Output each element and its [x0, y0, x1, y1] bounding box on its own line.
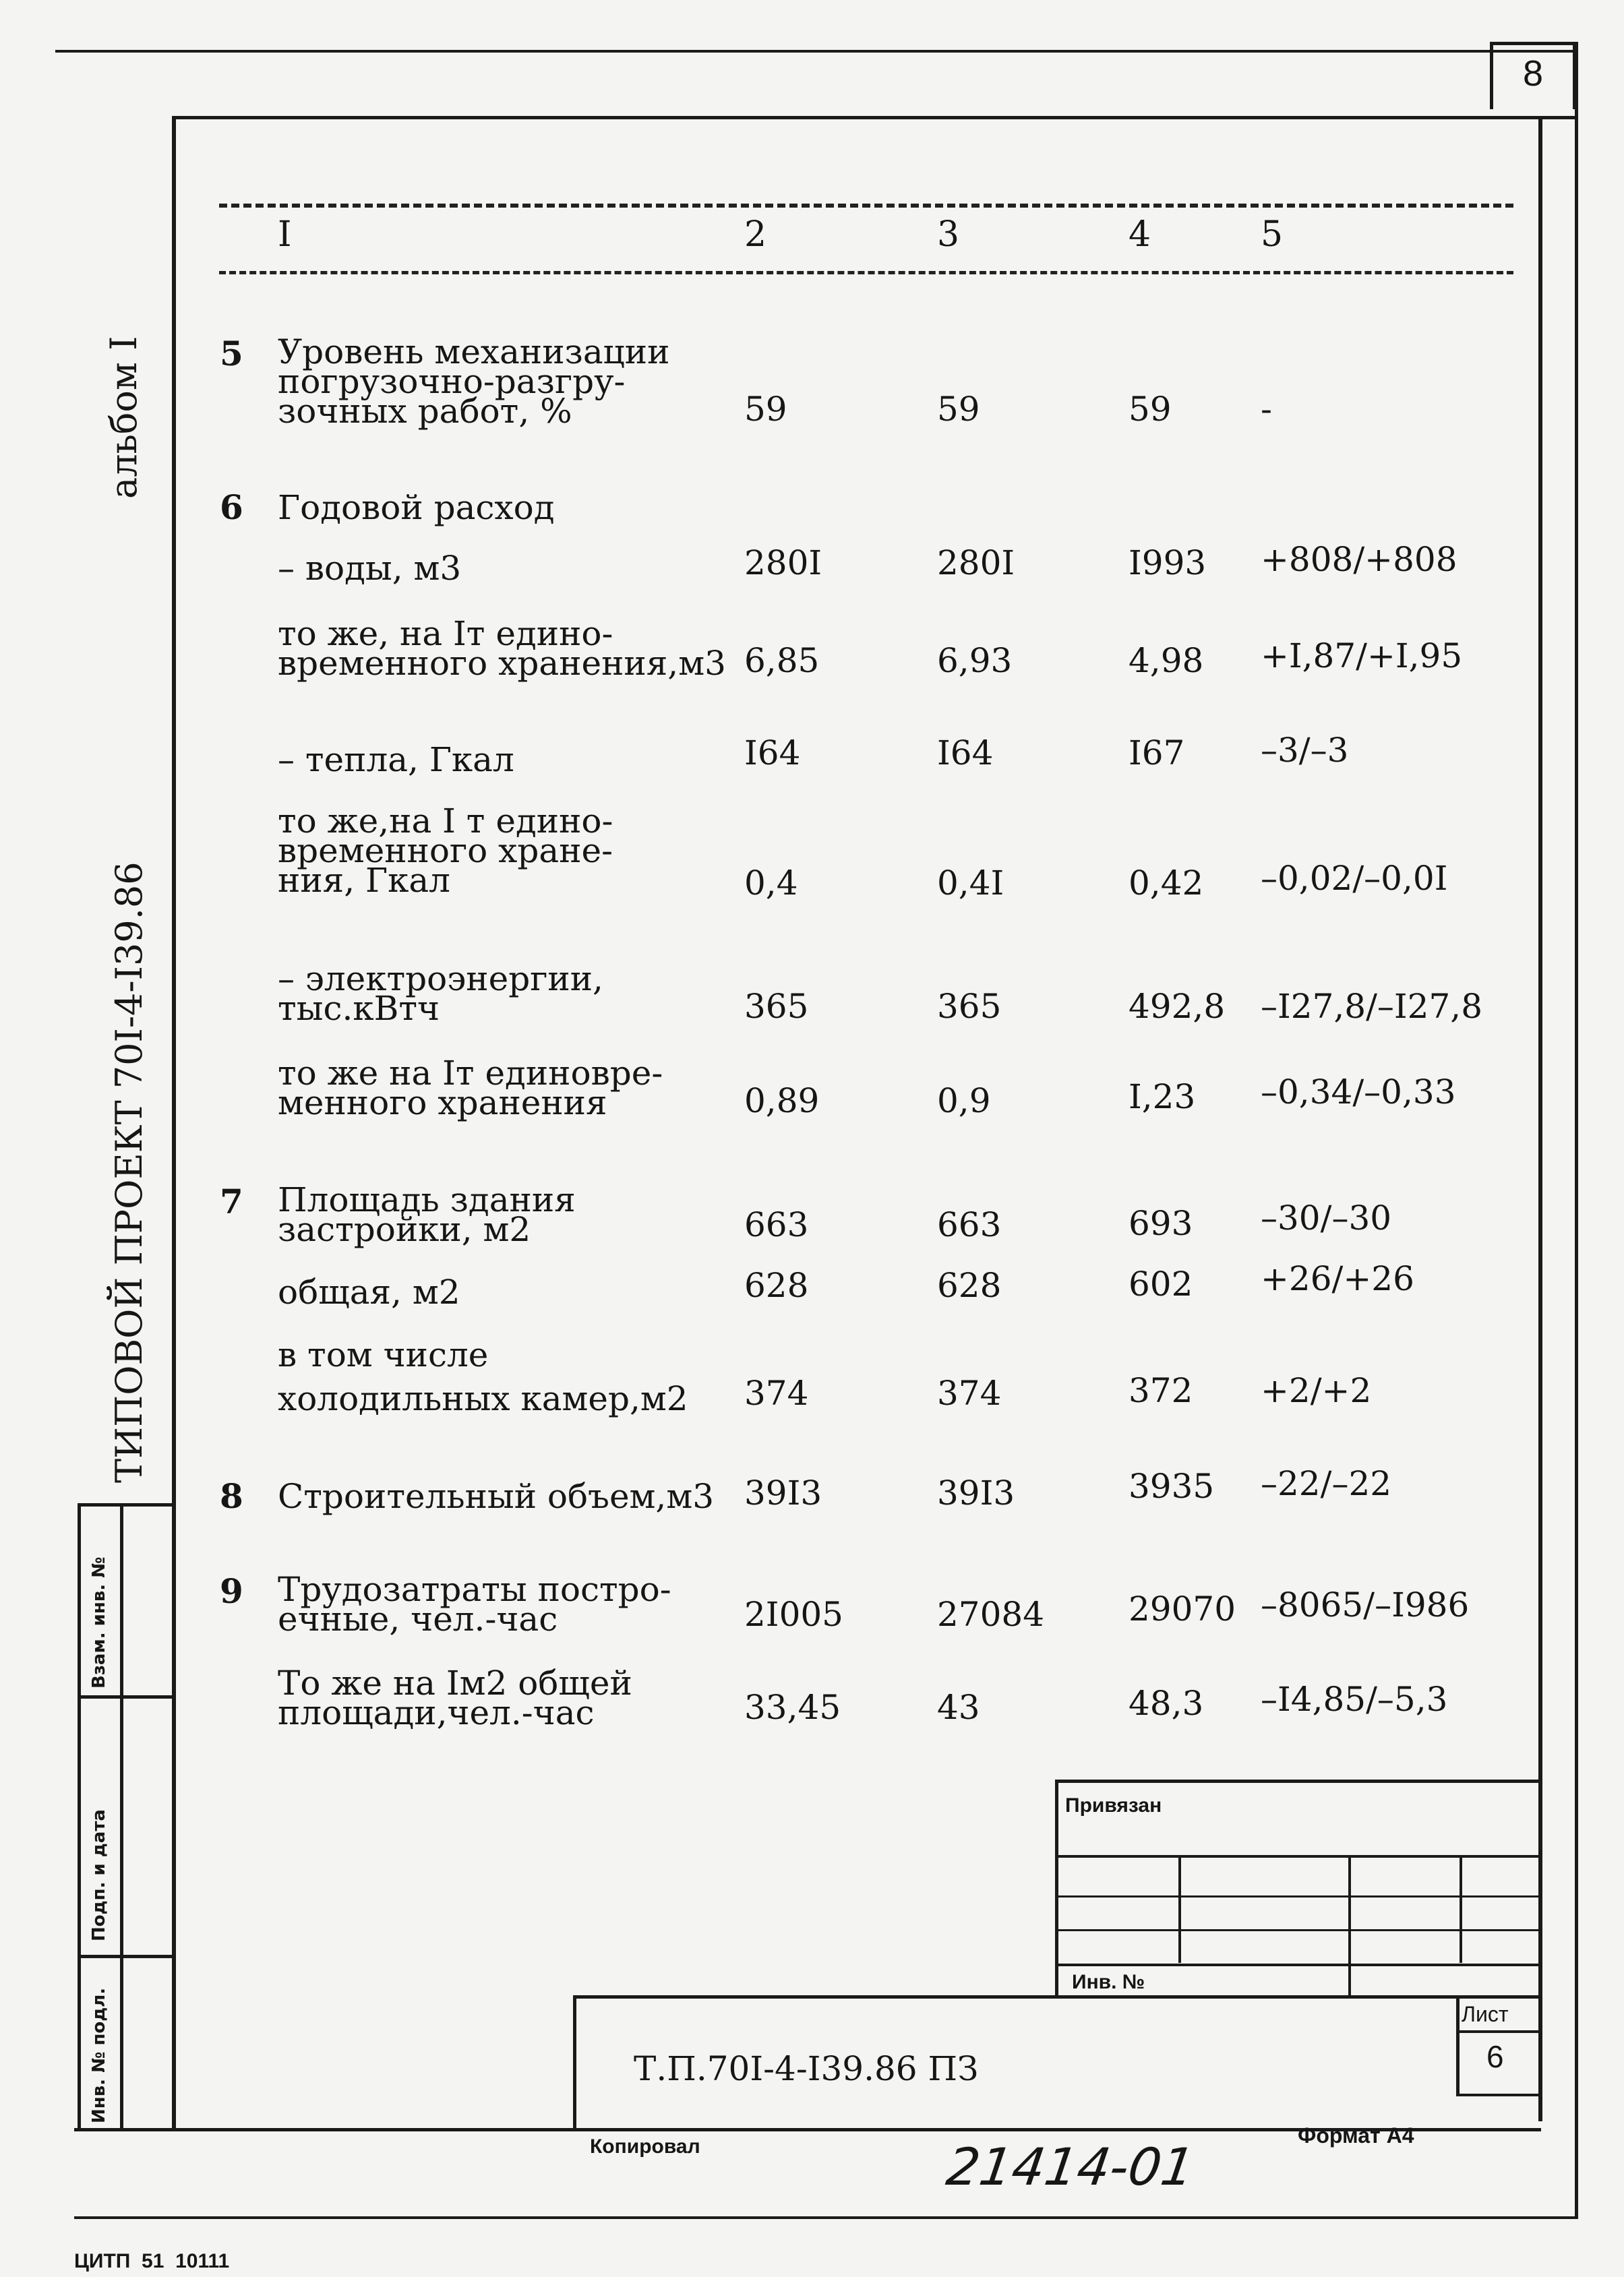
list-box-sep	[1456, 2030, 1540, 2033]
stamp-hline-1	[1055, 1855, 1540, 1858]
row-label: То же на Iм2 общей площади,чел.-час	[278, 1664, 632, 1732]
list-box-left	[1456, 1995, 1460, 2096]
row-label: то же, на Iт едино- временного хранения,м3	[278, 614, 726, 683]
cell-col4: I67	[1129, 733, 1185, 772]
row-label: холодильных камер,м2	[278, 1379, 688, 1418]
col-header-3: 3	[937, 214, 960, 255]
cell-col3: 663	[937, 1205, 1002, 1244]
cell-col5: –I4,85/–5,3	[1261, 1680, 1448, 1719]
stamp-vline-2	[1348, 1855, 1351, 1995]
cell-col5: +808/+808	[1261, 540, 1457, 579]
cell-col3: 374	[937, 1374, 1002, 1413]
frame-bottom-outer	[74, 2216, 1577, 2219]
stamp-hline-2	[1055, 1895, 1540, 1898]
cell-col2: 663	[744, 1205, 809, 1244]
cell-col5: –0,02/–0,0I	[1261, 859, 1448, 898]
side-label-podp: Подп. и дата	[89, 1809, 109, 1941]
stamp-left	[1055, 1780, 1058, 1995]
cell-col2: 0,89	[744, 1081, 820, 1120]
row-number: 8	[220, 1476, 243, 1516]
row-number: 5	[220, 334, 243, 373]
col-header-5: 5	[1261, 214, 1284, 255]
cell-col2: 374	[744, 1374, 809, 1413]
cell-col5: –0,34/–0,33	[1261, 1072, 1456, 1112]
row-label: то же на Iт единовре- менного хранения	[278, 1054, 663, 1122]
stamp-top	[1055, 1780, 1540, 1783]
frame-left	[172, 116, 176, 2131]
side-box-divider	[120, 1503, 123, 2130]
cell-col5: +26/+26	[1261, 1259, 1414, 1298]
cell-col2: 6,85	[744, 641, 820, 680]
list-box-bottom	[1456, 2094, 1540, 2096]
header-dash-top	[219, 204, 1513, 208]
cell-col4: 4,98	[1129, 641, 1204, 680]
cell-col2: I64	[744, 733, 801, 772]
list-value: 6	[1486, 2039, 1504, 2074]
cell-col2: 0,4	[744, 863, 798, 903]
cell-col4: 48,3	[1129, 1684, 1204, 1723]
stamp-inv-no: Инв. №	[1072, 1971, 1145, 1993]
cell-col3: 39I3	[937, 1474, 1015, 1513]
page-number: 8	[1522, 53, 1544, 94]
side-label-vzam: Взам. инв. №	[89, 1556, 109, 1689]
cell-col4: I993	[1129, 543, 1207, 582]
col-header-2: 2	[744, 214, 767, 255]
cell-col2: 2I005	[744, 1595, 843, 1634]
cell-col5: +I,87/+I,95	[1261, 636, 1463, 675]
frame-right	[1538, 116, 1542, 2121]
cell-col3: 0,4I	[937, 863, 1004, 903]
cell-col2: 33,45	[744, 1688, 841, 1727]
cell-col5: –8065/–I986	[1261, 1585, 1470, 1625]
row-number: 7	[220, 1182, 243, 1221]
project-label: ТИПОВОЙ ПРОЕКТ 70I-4-I39.86	[108, 861, 150, 1483]
code-block-left	[573, 1995, 576, 2130]
cell-col2: 365	[744, 987, 809, 1026]
row-label: Трудозатраты постро- ечные, чел.-час	[278, 1570, 671, 1639]
cell-col4: I,23	[1129, 1077, 1196, 1116]
list-label: Лист	[1462, 2002, 1509, 2026]
cell-col4: 0,42	[1129, 863, 1204, 903]
row-label: в том числе	[278, 1335, 489, 1374]
cell-col3: 365	[937, 987, 1002, 1026]
side-box-sep2	[78, 1955, 175, 1958]
col-header-1: I	[278, 214, 292, 255]
side-box-sep1	[78, 1695, 175, 1699]
cell-col5: –30/–30	[1261, 1198, 1392, 1238]
cell-col2: 39I3	[744, 1474, 822, 1513]
cell-col3: 43	[937, 1688, 980, 1727]
cell-col4: 372	[1129, 1371, 1193, 1410]
footer-code: ЦИТП 51 10111	[74, 2250, 230, 2272]
stamp-vline-1	[1178, 1855, 1181, 1963]
cell-col5: –3/–3	[1261, 731, 1349, 770]
frame-top	[172, 116, 1577, 119]
cell-col3: 59	[937, 390, 980, 429]
footer-handwritten-number: 21414-01	[942, 2137, 1199, 2197]
stamp-hline-4	[1055, 1964, 1540, 1966]
code-block-top	[573, 1995, 1540, 1999]
row-label: то же,на I т едино- временного хране- ния, Гкал	[278, 801, 613, 900]
row-label: общая, м2	[278, 1273, 460, 1312]
col-header-4: 4	[1129, 214, 1151, 255]
cell-col5: –I27,8/–I27,8	[1261, 987, 1483, 1026]
doc-code: Т.П.70I-4-I39.86 ПЗ	[634, 2049, 979, 2088]
cell-col4: 29070	[1129, 1589, 1236, 1629]
cell-col4: 602	[1129, 1265, 1193, 1304]
stamp-hline-3	[1055, 1929, 1540, 1931]
cell-col3: 6,93	[937, 641, 1013, 680]
cell-col4: 693	[1129, 1204, 1193, 1243]
cell-col5: +2/+2	[1261, 1371, 1372, 1410]
album-label: альбом I	[102, 336, 145, 499]
cell-col2: 59	[744, 390, 787, 429]
side-label-inv: Инв. № подл.	[89, 1987, 109, 2123]
row-number: 9	[220, 1571, 243, 1611]
row-label: Уровень механизации погрузочно-разгру- зочных работ, %	[278, 332, 670, 431]
footer-kopiroval: Копировал	[590, 2135, 700, 2158]
cell-col3: 628	[937, 1266, 1002, 1305]
cell-col4: 59	[1129, 390, 1172, 429]
cell-col3: 280I	[937, 543, 1015, 582]
footer-format: Формат А4	[1298, 2123, 1414, 2148]
stamp-vline-3	[1460, 1855, 1462, 1963]
row-label: – воды, м3	[278, 549, 462, 588]
side-box-top	[78, 1503, 175, 1507]
frame-right-outer	[1575, 42, 1578, 2219]
row-label: Площадь здания застройки, м2	[278, 1180, 576, 1249]
cell-col2: 628	[744, 1266, 809, 1305]
cell-col2: 280I	[744, 543, 822, 582]
header-dash-bottom	[219, 271, 1513, 274]
top-rule	[55, 50, 1576, 53]
cell-col4: 3935	[1129, 1467, 1215, 1506]
row-label: – электроэнергии, тыс.кВтч	[278, 959, 603, 1028]
row-label: – тепла, Гкал	[278, 740, 514, 779]
cell-col4: 492,8	[1129, 987, 1226, 1026]
cell-col3: I64	[937, 733, 994, 772]
cell-col5: -	[1261, 390, 1272, 429]
cell-col5: –22/–22	[1261, 1464, 1392, 1503]
side-box-left	[78, 1503, 81, 2130]
row-label: Годовой расход	[278, 488, 555, 527]
row-label: Строительный объем,м3	[278, 1477, 715, 1516]
row-number: 6	[220, 487, 243, 527]
cell-col3: 27084	[937, 1595, 1045, 1634]
cell-col3: 0,9	[937, 1081, 991, 1120]
stamp-privyazan: Привязан	[1065, 1794, 1162, 1817]
